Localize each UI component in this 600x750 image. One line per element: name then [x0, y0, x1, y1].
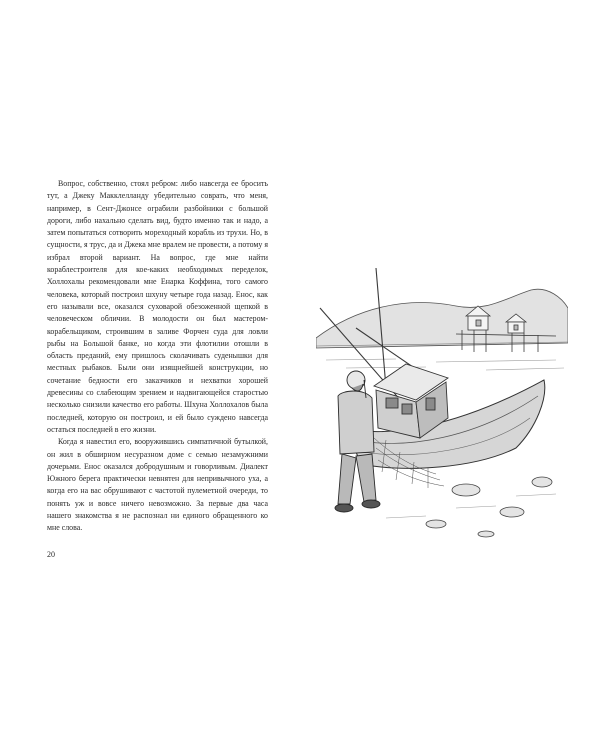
- paragraph-2: Когда я навестил его, вооружившись симпатичной бутылкой, он жил в обширном несуразном доме с семью незамужними дочерьми. Енос оказался добродушным и говорливым. Диалект Южного берега практически невнятен для непривычного уха, а когда его на вас обрушивают с частотой пулеметной очереди, то понять уж и вовсе ничего невозможно. За первые два часа нашего знакомства я не распознал ни единого обращенного ко мне слова.: [47, 437, 268, 533]
- body-text: [47, 178, 268, 535]
- paragraph-1: Вопрос, собственно, стоял ребром: либо навсегда ее бросить тут, а Джеку Макклелланду убедительно соврать, что меня, например, в Сент-Джонсе ограбили разбойники с большой дороги, либо нахально сделать вид, будто именно так и надо, а затем попытаться сотворить мореходный корабль из трухи. Но, в сущности, я трус, да и Джека мне вралем не провести, а потому я избрал второй вариант. На вопрос, где мне найти кораблестроителя для кое-каких необходимых переделок, Холлохалы рекомендовали мне Енарка Коффина, того самого человека, который построил шхуну четыре года назад. Енос, как его называли все, оказался суховарой обезоженной щепкой в человеческом обличии. В молодости он был мастером-корабельщиком, строившим в заливе Форчен суда для ловли рыбы на Большой банке, но когда эти флотилии отошли в область преданий, ему пришлось сколачивать суденышки для местных рыбаков. Были они изящнейшей конструкции, но сочетание бедности его заказчиков и нехватки хорошей древесины со слабеющим зрением и надвигающейся старостью несколько снизили качество его работы. Шхуна Холлохалов была последней, которую он построил, и ей было суждено навсегда остаться последней в его жизни.: [47, 179, 268, 434]
- fisherman-figure: [335, 371, 380, 512]
- page-number: 20: [47, 550, 55, 559]
- fisherman-boat-illustration: [316, 268, 568, 546]
